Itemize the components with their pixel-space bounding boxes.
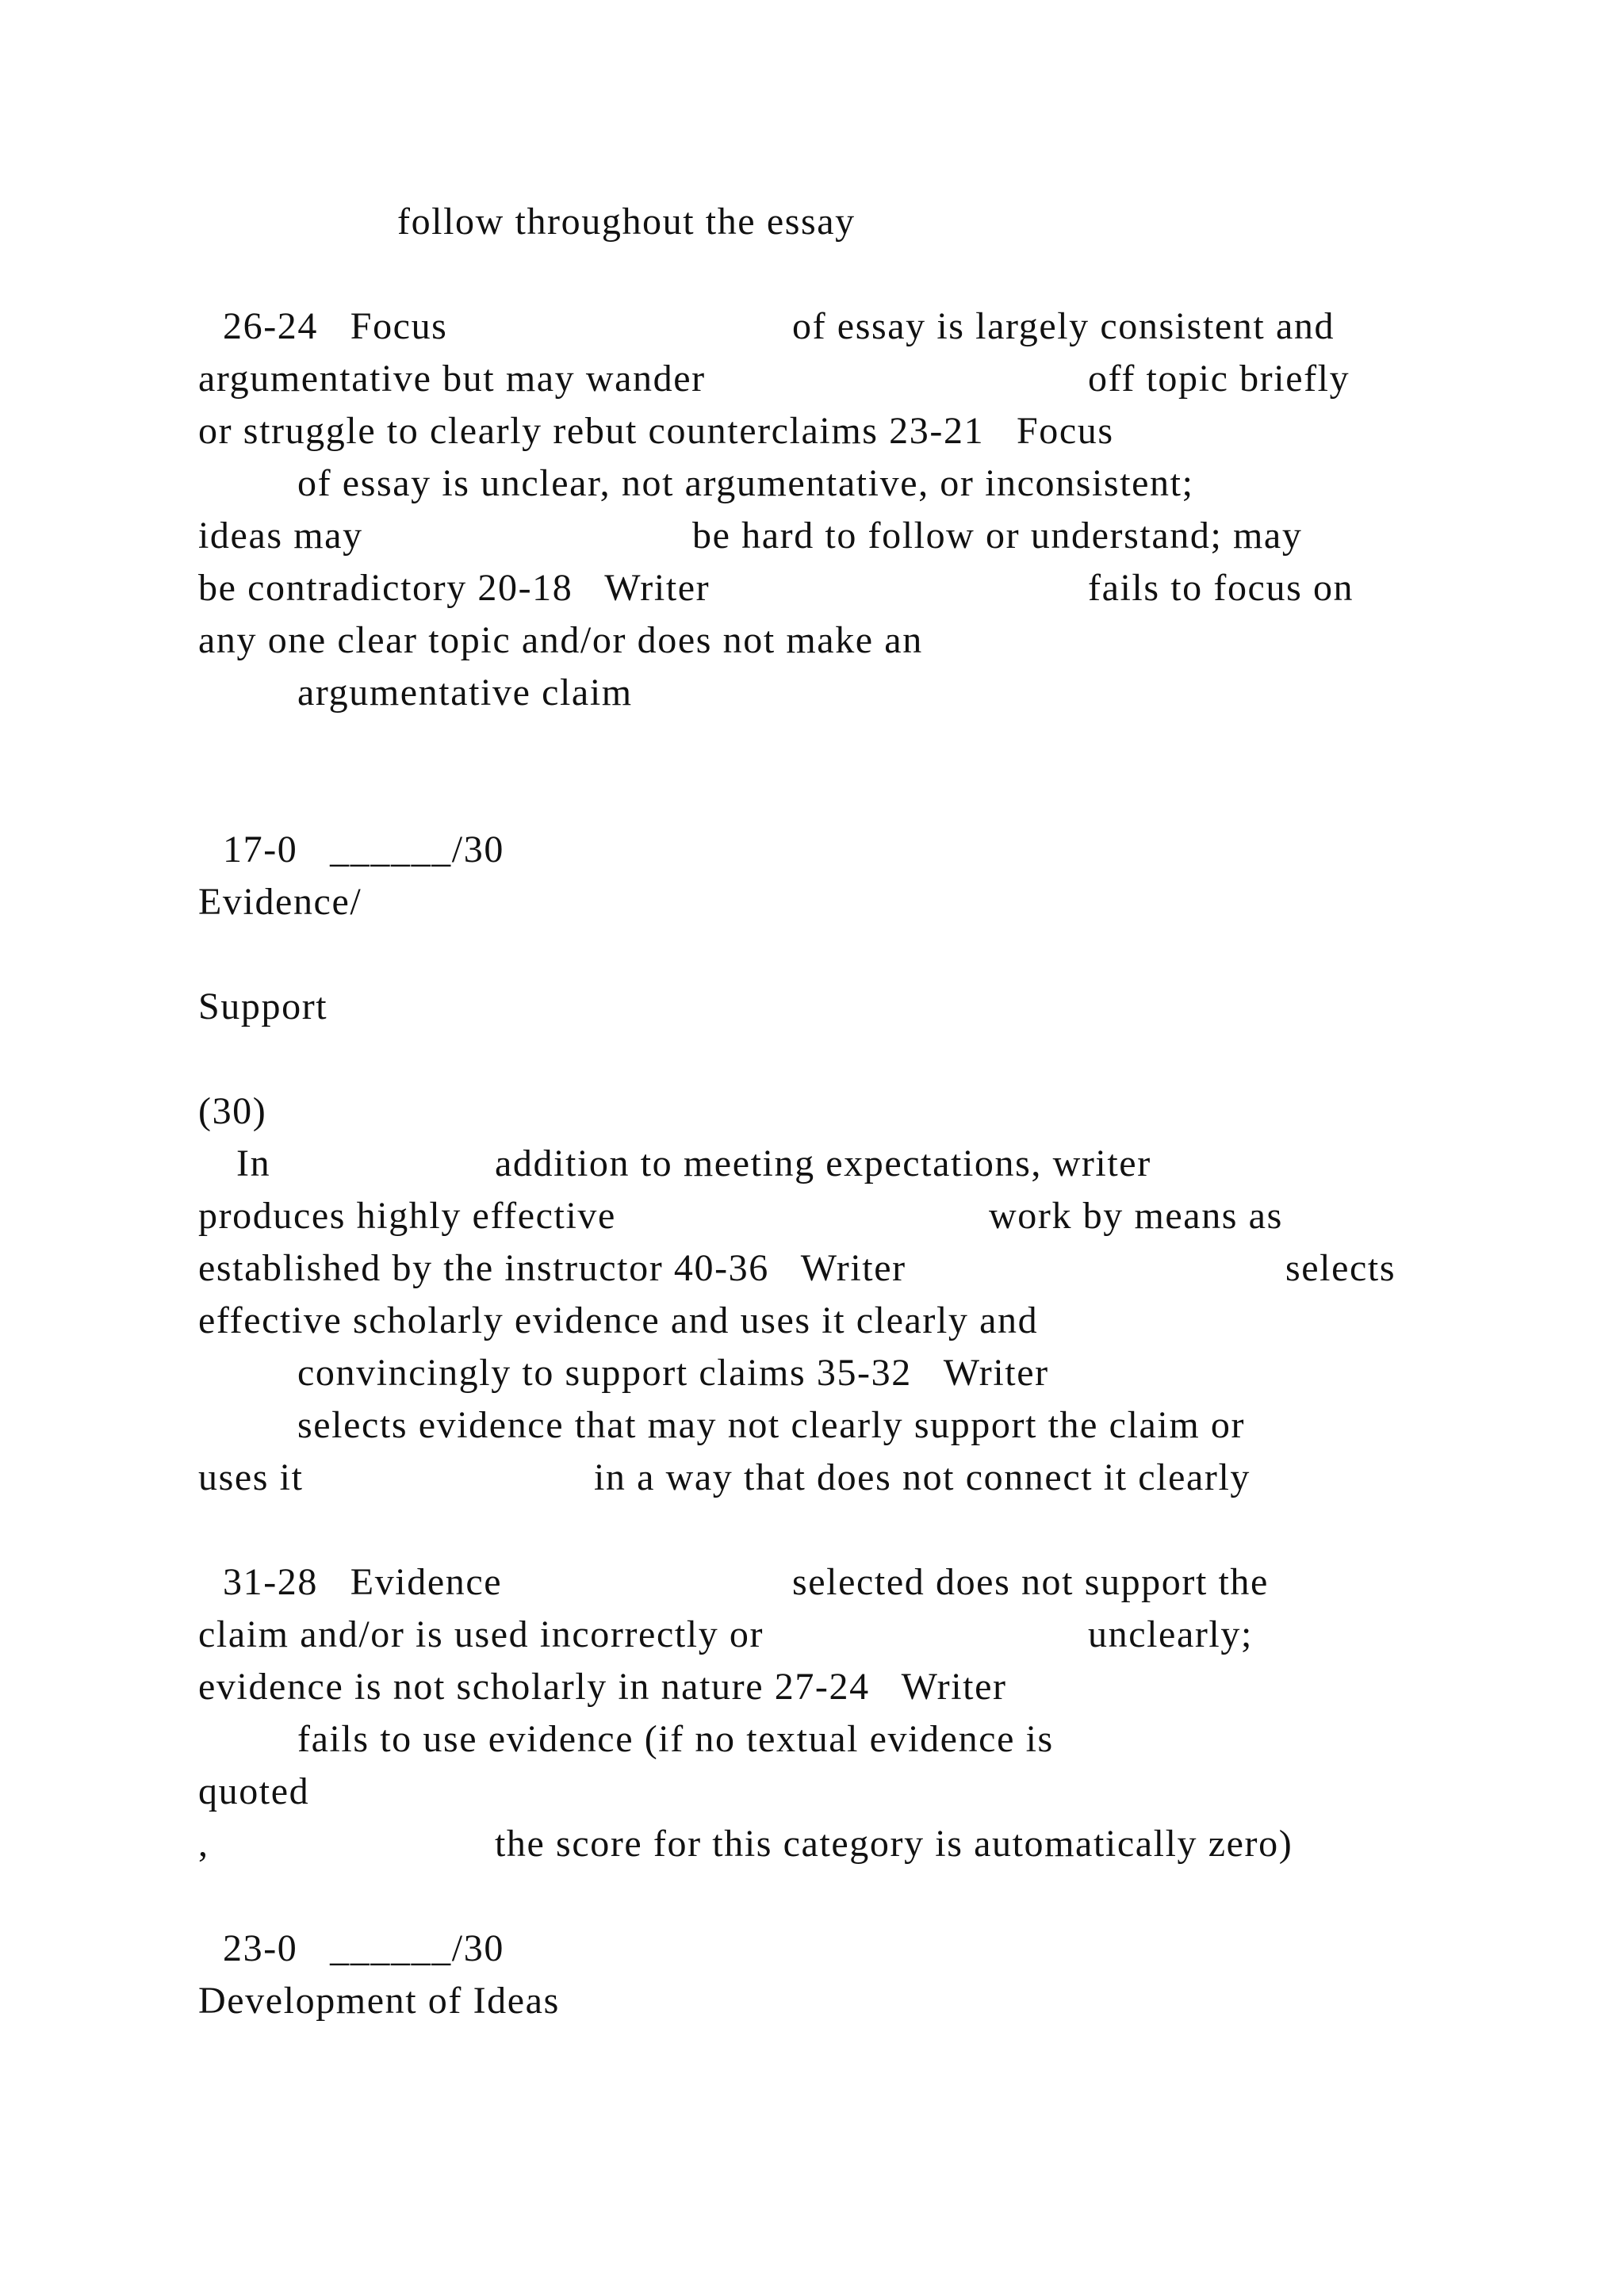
text-line: addition to meeting expectations, writer [495,1142,1151,1184]
text-line: selects [1285,1247,1396,1289]
text-line: of essay is largely consistent and [792,305,1335,347]
text-line: effective scholarly evidence and uses it clearly and [198,1299,1039,1341]
text-line: unclearly; [1088,1613,1253,1655]
text-line: Support [198,985,328,1027]
text-line: any one clear topic and/or does not make an [198,619,923,661]
text-line: 17-0 ______/30 [223,828,504,871]
text-line: uses it [198,1456,304,1498]
text-line: Development of Ideas [198,1980,560,2022]
text-line: work by means as [989,1195,1283,1237]
text-line: quoted [198,1770,310,1812]
text-line: convincingly to support claims 35-32 Writer [297,1352,1049,1394]
text-line: , [198,1823,209,1865]
text-line: (30) [198,1090,267,1132]
text-line: argumentative but may wander [198,358,706,400]
text-line: in a way that does not connect it clearly [594,1456,1251,1498]
text-line: claim and/or is used incorrectly or [198,1613,764,1655]
text-line: argumentative claim [297,672,633,714]
text-line: or struggle to clearly rebut counterclaims 23-21 Focus [198,410,1114,452]
text-line: evidence is not scholarly in nature 27-24 Writer [198,1666,1007,1708]
text-line: be contradictory 20-18 Writer [198,567,710,609]
text-line: be hard to follow or understand; may [692,515,1303,557]
text-line: of essay is unclear, not argumentative, or inconsistent; [297,462,1194,504]
text-line: the score for this category is automatically zero) [495,1823,1293,1865]
text-line: fails to use evidence (if no textual evidence is [297,1718,1054,1760]
text-line: selects evidence that may not clearly support the claim or [297,1404,1246,1446]
text-line: produces highly effective [198,1195,616,1237]
text-line: selected does not support the [792,1561,1269,1603]
text-line: established by the instructor 40-36 Writer [198,1247,906,1289]
text-line: follow throughout the essay [397,201,856,243]
text-line: 31-28 Evidence [223,1561,503,1603]
text-line: off topic briefly [1088,358,1350,400]
text-line: 26-24 Focus [223,305,448,347]
text-line: fails to focus on [1088,567,1354,609]
text-line: ideas may [198,515,363,557]
text-line: In [236,1142,271,1184]
text-line: 23-0 ______/30 [223,1927,504,1969]
text-line: Evidence/ [198,881,362,923]
